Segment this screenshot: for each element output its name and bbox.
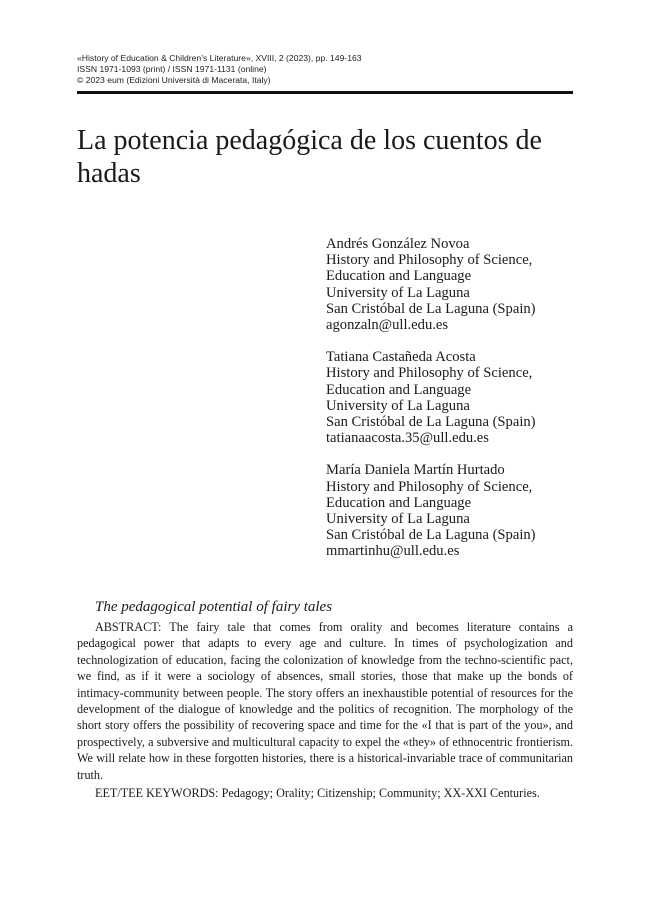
article-title: La potencia pedagógica de los cuentos de hadas xyxy=(77,125,542,189)
journal-citation: «History of Education & Children’s Literature», XVIII, 2 (2023), pp. 149-163 xyxy=(77,53,362,63)
author-name: María Daniela Martín Hurtado xyxy=(326,462,505,479)
author-department-cont: Education and Language xyxy=(326,494,472,511)
abstract-section xyxy=(77,598,573,801)
keywords: EET/TEE KEYWORDS: Pedagogy; Orality; Citizenship; Community; XX-XXI Centuries. xyxy=(95,786,540,801)
author-location: San Cristóbal de La Laguna (Spain) xyxy=(326,300,536,317)
author-email[interactable]: tatianaacosta.35@ull.edu.es xyxy=(326,430,489,447)
journal-copyright: © 2023 eum (Edizioni Università di Macerata, Italy) xyxy=(77,75,271,85)
author-university: University of La Laguna xyxy=(326,511,470,528)
author-block xyxy=(326,236,576,333)
author-email[interactable]: agonzaln@ull.edu.es xyxy=(326,317,449,334)
author-list xyxy=(326,236,576,576)
abstract-text: ABSTRACT: The fairy tale that comes from orality and becomes literature contains a pedagogical power that adapts to every age and culture. In times of psychologization and technologization of education, facing the colonization of knowledge from the techno-scientific pact, we find, as if it were a sociology of absences, small stories, those that make up the bonds of intimacy-community between people. The story offers an inexhaustible potential of resources for the development of the dialogue of knowledge and the politics of recognition. The morphology of the short story offers the possibility of recovering space and time for the «I that is part of the you», and prospectively, a subversive and multicultural capacity to expel the «they» of ethnocentric frontierism. We will relate how in these forgotten histories, there is a historical-invariable trace of communitarian truth. xyxy=(77,620,573,782)
abstract-title: The pedagogical potential of fairy tales xyxy=(95,599,333,615)
author-location: San Cristóbal de La Laguna (Spain) xyxy=(326,414,536,431)
author-university: University of La Laguna xyxy=(326,397,470,414)
author-department: History and Philosophy of Science, xyxy=(326,365,533,382)
author-block xyxy=(326,462,576,559)
author-university: University of La Laguna xyxy=(326,284,470,301)
author-department: History and Philosophy of Science, xyxy=(326,252,533,269)
journal-header xyxy=(77,53,573,86)
author-department-cont: Education and Language xyxy=(326,381,472,398)
header-rule xyxy=(77,91,573,94)
author-department-cont: Education and Language xyxy=(326,268,472,285)
author-email[interactable]: mmartinhu@ull.edu.es xyxy=(326,543,460,560)
author-location: San Cristóbal de La Laguna (Spain) xyxy=(326,527,536,544)
author-department: History and Philosophy of Science, xyxy=(326,478,533,495)
author-name: Andrés González Novoa xyxy=(326,236,470,252)
author-name: Tatiana Castañeda Acosta xyxy=(326,349,476,366)
journal-issn: ISSN 1971-1093 (print) / ISSN 1971-1131 (online) xyxy=(77,64,267,74)
author-block xyxy=(326,349,576,446)
